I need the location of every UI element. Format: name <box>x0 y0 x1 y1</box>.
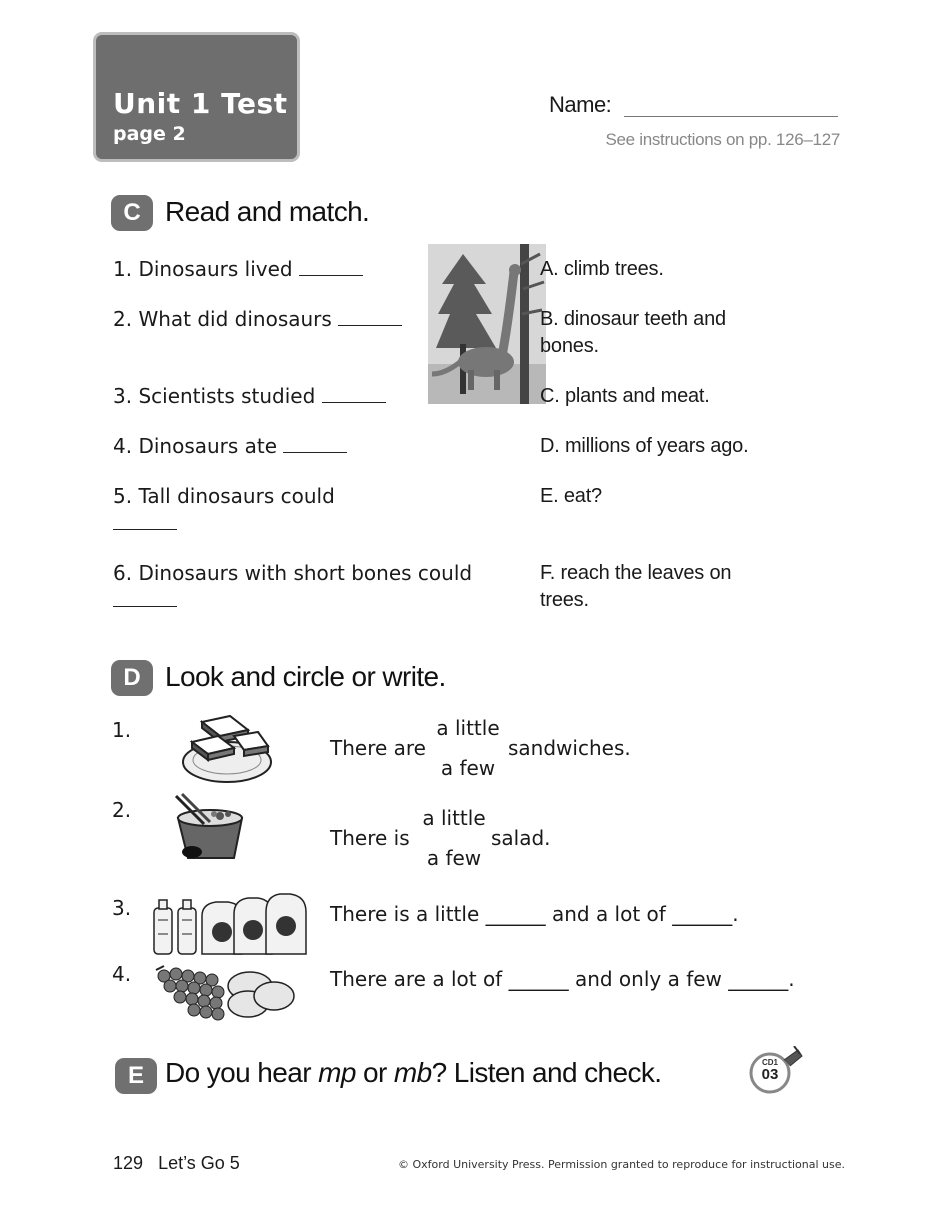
item-2-before: There is <box>330 826 410 850</box>
salad-bowl-icon <box>170 792 250 864</box>
answer-blank[interactable] <box>283 434 347 453</box>
answer-blank[interactable] <box>113 511 177 530</box>
unit-title: Unit 1 Test <box>113 87 288 120</box>
answer-e: E. eat? <box>540 485 602 507</box>
footer-page-info <box>113 1153 240 1174</box>
answer-blank[interactable] <box>338 307 402 326</box>
cd-track-icon[interactable] <box>748 1046 806 1094</box>
item-1-after: sandwiches. <box>508 736 631 760</box>
book-title: Let’s Go 5 <box>158 1153 240 1173</box>
item-3-sentence[interactable]: There is a little ______ and a lot of ______. <box>330 902 739 926</box>
answer-f: F. reach the leaves on trees. <box>540 562 732 611</box>
answer-c: C. plants and meat. <box>540 385 710 407</box>
sandwiches-icon <box>180 712 274 784</box>
option-a-little[interactable]: a little <box>436 716 500 740</box>
section-d-title: Look and circle or write. <box>165 661 446 692</box>
option-a-few[interactable]: a few <box>440 756 496 780</box>
section-c-title: Read and match. <box>165 196 370 227</box>
option-a-little[interactable]: a little <box>422 806 486 830</box>
item-1-before: There are <box>330 736 426 760</box>
section-e-badge: E <box>115 1058 157 1094</box>
answer-d: D. millions of years ago. <box>540 435 749 457</box>
item-4-number: 4. <box>112 962 132 986</box>
section-d-badge: D <box>111 660 153 696</box>
item-2-number: 2. <box>112 798 132 822</box>
dinosaur-illustration <box>428 244 546 404</box>
question-2: 2. What did dinosaurs <box>113 306 433 333</box>
unit-title-box <box>93 32 300 162</box>
name-label: Name: <box>549 92 612 117</box>
water-and-milk-icon <box>150 890 312 958</box>
question-4: 4. Dinosaurs ate <box>113 433 413 460</box>
answer-b: B. dinosaur teeth and bones. <box>540 308 726 357</box>
question-6: 6. Dinosaurs with short bones could <box>113 560 493 614</box>
copyright-notice: © Oxford University Press. Permission granted to reproduce for instructional use. <box>398 1158 846 1171</box>
question-1: 1. Dinosaurs lived <box>113 256 413 283</box>
answer-blank[interactable] <box>322 384 386 403</box>
item-2-after: salad. <box>491 826 551 850</box>
question-5: 5. Tall dinosaurs could <box>113 483 413 537</box>
item-1-number: 1. <box>112 718 132 742</box>
item-4-sentence[interactable]: There are a lot of ______ and only a few ______. <box>330 967 795 991</box>
question-3: 3. Scientists studied <box>113 383 413 410</box>
answer-blank[interactable] <box>299 257 363 276</box>
answer-a: A. climb trees. <box>540 258 664 280</box>
unit-subtitle: page 2 <box>113 123 186 145</box>
section-c-badge: C <box>111 195 153 231</box>
cd-label: CD1 <box>761 1058 778 1067</box>
answer-blank[interactable] <box>113 588 177 607</box>
section-e-title: Do you hear mp or mb? Listen and check. <box>165 1057 662 1088</box>
instructions-reference: See instructions on pp. 126–127 <box>605 130 840 149</box>
name-field[interactable] <box>624 116 838 117</box>
grapes-and-lemons-icon <box>150 962 298 1024</box>
cd-track-number: 03 <box>761 1066 779 1083</box>
option-a-few[interactable]: a few <box>426 846 482 870</box>
page-number: 129 <box>113 1153 144 1173</box>
item-3-number: 3. <box>112 896 132 920</box>
